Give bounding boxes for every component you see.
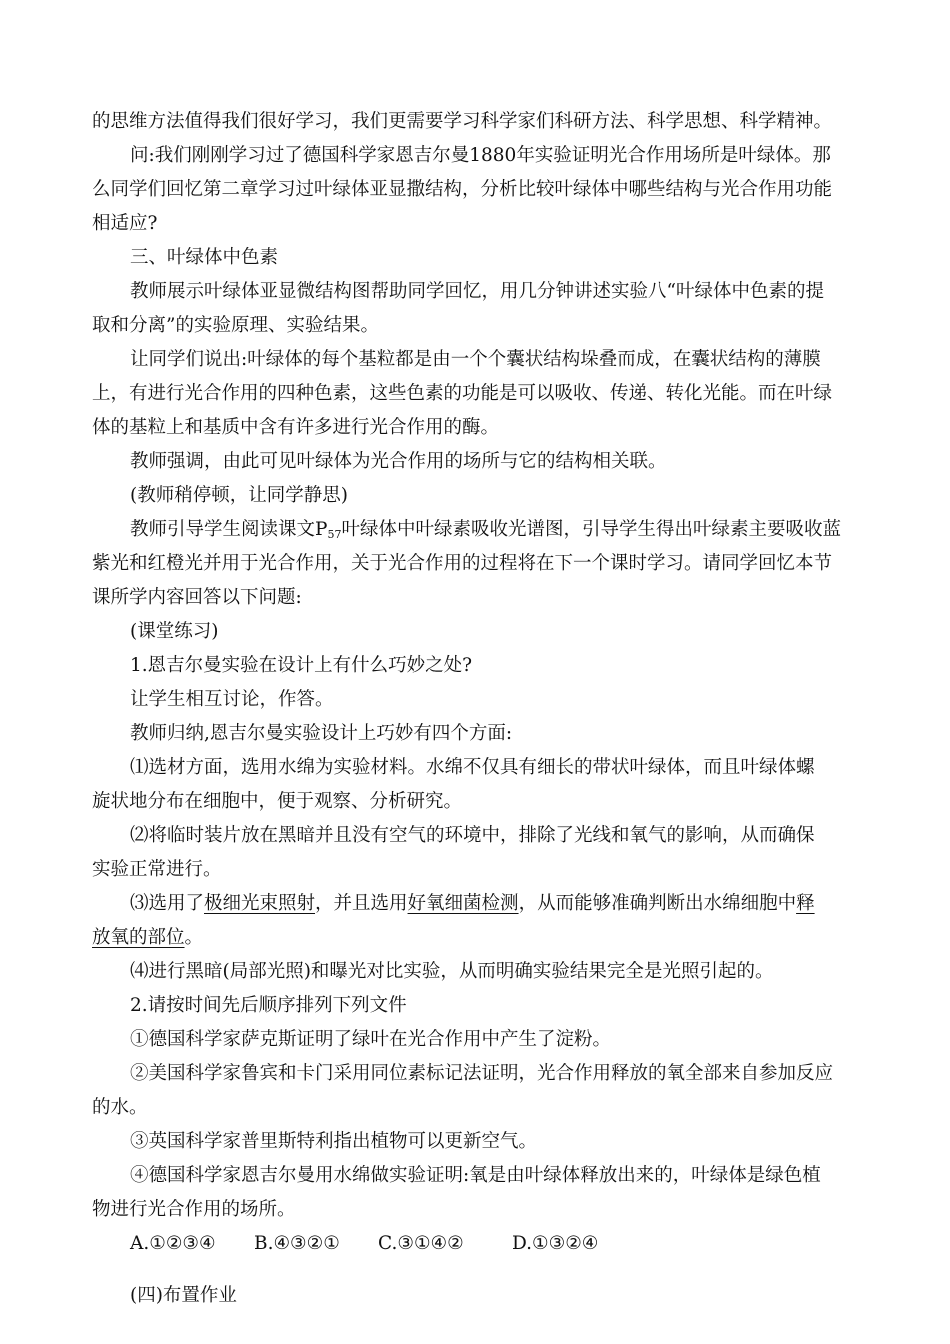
paragraph-line: 的水。 — [92, 1097, 148, 1118]
section-heading-4: (四)布置作业 — [130, 1285, 237, 1306]
paragraph-line: 教师展示叶绿体亚显微结构图帮助同学回忆，用几分钟讲述实验八“叶绿体中色素的提 — [130, 281, 824, 302]
question-1: 1.恩吉尔曼实验在设计上有什么巧妙之处? — [130, 655, 473, 676]
paragraph-line: 么同学们回忆第二章学习过叶绿体亚显撒结构，分析比较叶绿体中哪些结构与光合作用功能 — [92, 179, 833, 200]
paragraph-line: 上，有进行光合作用的四种色素，这些色素的功能是可以吸收、传递、转化光能。而在叶绿 — [92, 383, 833, 404]
text-run: 叶绿体中叶绿素吸收光谱图，引导学生得出叶绿素主要吸收蓝 — [341, 519, 841, 540]
paragraph-line: 相适应? — [92, 213, 158, 234]
paragraph-line: 教师归纳,恩吉尔曼实验设计上巧妙有四个方面: — [130, 723, 513, 744]
text-run: ，从而能够准确判断出水绵细胞中 — [518, 893, 797, 914]
point-2: ⑵将临时装片放在黑暗并且没有空气的环境中，排除了光线和氧气的影响，从而确保 — [130, 825, 815, 846]
point-3 — [130, 892, 815, 916]
underlined-term: 释 — [796, 893, 815, 914]
paragraph-line: 让学生相互讨论，作答。 — [130, 689, 334, 710]
option-a: A.①②③④ — [130, 1233, 216, 1254]
item-2: ②美国科学家鲁宾和卡门采用同位素标记法证明，光合作用释放的氧全部来自参加反应 — [130, 1063, 834, 1084]
subscript-page-number: 57 — [327, 528, 342, 541]
underlined-term: 极细光束照射 — [204, 893, 316, 914]
paragraph-line: 的思维方法值得我们很好学习，我们更需要学习科学家们科研方法、科学思想、科学精神。 — [92, 111, 833, 132]
paragraph-line: 实验正常进行。 — [92, 859, 222, 880]
text-run: 教师引导学生阅读课文P — [130, 519, 328, 540]
text-run: ，并且选用 — [315, 893, 408, 914]
paragraph-line: 课所学内容回答以下问题: — [92, 587, 302, 608]
option-b: B.④③②① — [254, 1233, 340, 1254]
paragraph-line: (教师稍停顿，让同学静思) — [130, 485, 348, 506]
paragraph-line: 物进行光合作用的场所。 — [92, 1199, 296, 1220]
paragraph-line: 旋状地分布在细胞中，便于观察、分析研究。 — [92, 791, 463, 812]
underlined-term: 好氧细菌检测 — [407, 893, 519, 914]
paragraph-line: 让同学们说出:叶绿体的每个基粒都是由一个个囊状结构垛叠而成，在囊状结构的薄膜 — [130, 349, 821, 370]
item-3: ③英国科学家普里斯特利指出植物可以更新空气。 — [130, 1131, 538, 1152]
question-2: 2.请按时间先后顺序排列下列文件 — [130, 995, 407, 1016]
text-run: ⑶选用了 — [130, 893, 205, 914]
item-1: ①德国科学家萨克斯证明了绿叶在光合作用中产生了淀粉。 — [130, 1029, 612, 1050]
point-1: ⑴选材方面，选用水绵为实验材料。水绵不仅具有细长的带状叶绿体，而且叶绿体螺 — [130, 757, 815, 778]
paragraph-line: 教师强调，由此可见叶绿体为光合作用的场所与它的结构相关联。 — [130, 451, 667, 472]
question-paragraph: 问:我们刚刚学习过了德国科学家恩吉尔曼1880年实验证明光合作用场所是叶绿体。那 — [130, 145, 831, 166]
paragraph-line — [92, 926, 203, 950]
paragraph-line — [130, 518, 841, 547]
paragraph-line: 取和分离”的实验原理、实验结果。 — [92, 315, 379, 336]
section-heading-3: 三、叶绿体中色素 — [130, 247, 279, 268]
option-d: D.①③②④ — [512, 1233, 599, 1254]
option-c: C.③①④② — [378, 1233, 464, 1254]
point-4: ⑷进行黑暗(局部光照)和曝光对比实验，从而明确实验结果完全是光照引起的。 — [130, 961, 774, 982]
paragraph-line: 体的基粒上和基质中含有许多进行光合作用的酶。 — [92, 417, 500, 438]
item-4: ④德国科学家恩吉尔曼用水绵做实验证明:氧是由叶绿体释放出来的，叶绿体是绿色植 — [130, 1165, 821, 1186]
answer-options — [130, 1232, 598, 1256]
paragraph-line: 紫光和红橙光并用于光合作用，关于光合作用的过程将在下一个课时学习。请同学回忆本节 — [92, 553, 833, 574]
underlined-term: 放氧的部位 — [92, 927, 185, 948]
text-run: 。 — [184, 927, 204, 948]
practice-heading: (课堂练习) — [130, 621, 219, 642]
